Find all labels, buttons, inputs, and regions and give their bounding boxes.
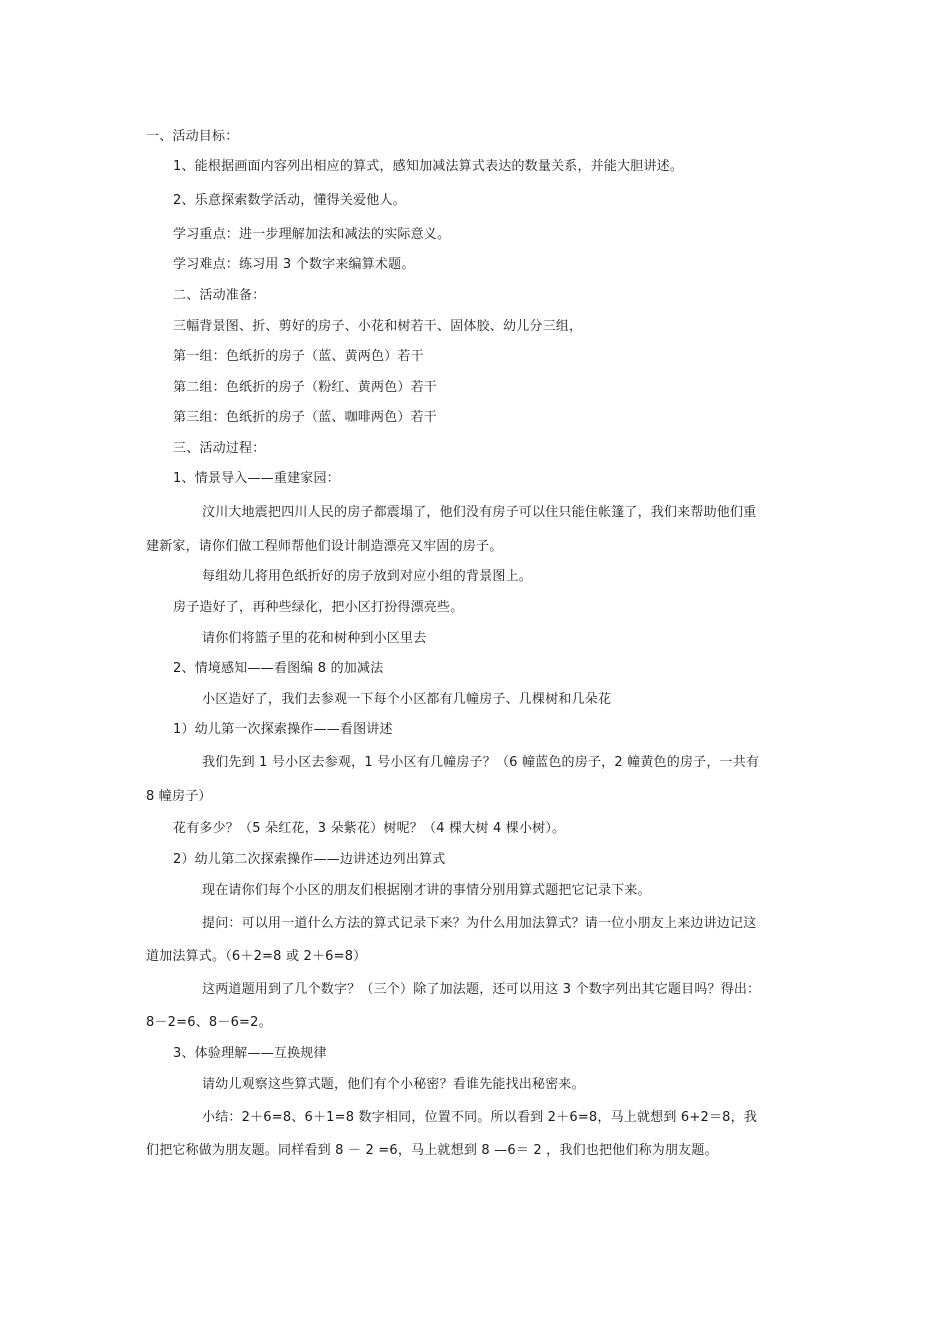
section-heading-goals: 一、活动目标： bbox=[146, 129, 239, 144]
group-3-line: 第三组：色纸折的房子（蓝、咖啡两色）若干 bbox=[173, 410, 438, 425]
group-1-line: 第一组：色纸折的房子（蓝、黄两色）若干 bbox=[173, 349, 424, 364]
paragraph-line: 汶川大地震把四川人民的房子都震塌了，他们没有房子可以住只能住帐篷了，我们来帮助他们重 bbox=[202, 505, 757, 520]
paragraph-line: 小区造好了，我们去参观一下每个小区都有几幢房子、几棵树和几朵花 bbox=[202, 692, 612, 707]
paragraph-line: 请幼儿观察这些算式题，他们有个小秘密？看谁先能找出秘密来。 bbox=[202, 1077, 585, 1092]
paragraph-line: 每组幼儿将用色纸折好的房子放到对应小组的背景图上。 bbox=[202, 569, 533, 584]
paragraph-line: 请你们将篮子里的花和树种到小区里去 bbox=[202, 631, 427, 646]
step-2-heading: 2、情境感知——看图编 8 的加减法 bbox=[173, 661, 384, 676]
paragraph-line: 我们先到 1 号小区去参观，1 号小区有几幢房子？（6 幢蓝色的房子，2 幢黄色的房子，一共有 bbox=[202, 755, 760, 770]
materials-line: 三幅背景图、折、剪好的房子、小花和树若干、固体胶、幼儿分三组， bbox=[173, 319, 583, 334]
group-2-line: 第二组：色纸折的房子（粉红、黄两色）若干 bbox=[173, 380, 438, 395]
paragraph-line: 道加法算式。（6＋2=8 或 2＋6=8） bbox=[146, 949, 367, 964]
paragraph-line: 现在请你们每个小区的朋友们根据刚才讲的事情分别用算式题把它记录下来。 bbox=[202, 883, 651, 898]
goal-item-2: 2、乐意探索数学活动，懂得关爱他人。 bbox=[173, 193, 406, 208]
key-point: 学习重点：进一步理解加法和减法的实际意义。 bbox=[173, 227, 451, 242]
section-heading-preparation: 二、活动准备： bbox=[173, 288, 266, 303]
substep-2-heading: 2）幼儿第二次探索操作——边讲述边列出算式 bbox=[173, 852, 446, 867]
paragraph-line: 花有多少？（5 朵红花，3 朵紫花）树呢？（4 棵大树 4 棵小树）。 bbox=[173, 821, 566, 836]
step-3-heading: 3、体验理解——互换规律 bbox=[173, 1046, 327, 1061]
paragraph-line: 提问：可以用一道什么方法的算式记录下来？为什么用加法算式？请一位小朋友上来边讲边记这 bbox=[202, 916, 757, 931]
paragraph-line: 们把它称做为朋友题。同样看到 8 － 2 =6，马上就想到 8 —6＝ 2 ，我们也把他们称为朋友题。 bbox=[146, 1143, 718, 1158]
paragraph-line: 建新家，请你们做工程师帮他们设计制造漂亮又牢固的房子。 bbox=[146, 539, 503, 554]
step-1-heading: 1、情景导入——重建家园： bbox=[173, 471, 340, 486]
substep-1-heading: 1）幼儿第一次探索操作——看图讲述 bbox=[173, 722, 393, 737]
difficult-point: 学习难点：练习用 3 个数字来编算术题。 bbox=[173, 257, 415, 272]
paragraph-line: 房子造好了，再种些绿化，把小区打扮得漂亮些。 bbox=[173, 600, 464, 615]
goal-item-1: 1、能根据画面内容列出相应的算式，感知加减法算式表达的数量关系，并能大胆讲述。 bbox=[173, 159, 684, 174]
paragraph-line: 这两道题用到了几个数字？（三个）除了加法题，还可以用这 3 个数字列出其它题目吗？得出： bbox=[202, 982, 761, 997]
section-heading-process: 三、活动过程： bbox=[173, 441, 266, 456]
paragraph-line: 8 幢房子） bbox=[146, 789, 212, 804]
paragraph-line: 小结：2＋6=8、6＋1=8 数字相同，位置不同。所以看到 2＋6=8，马上就想到 6+2＝8，我 bbox=[202, 1110, 758, 1125]
paragraph-line: 8－2=6、8－6=2。 bbox=[146, 1015, 272, 1030]
